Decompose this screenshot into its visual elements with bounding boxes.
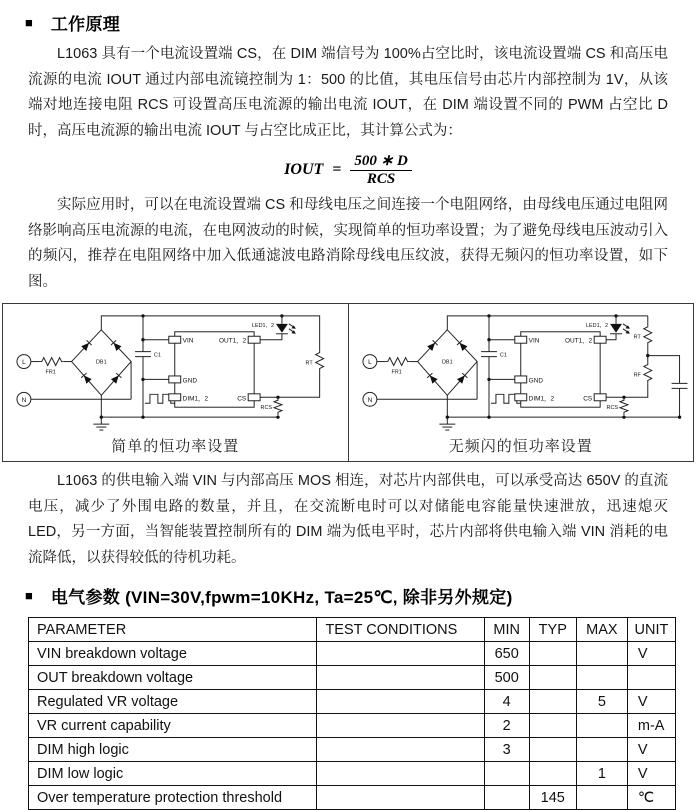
cell-typ xyxy=(529,714,576,738)
col-header-unit: UNIT xyxy=(627,618,675,642)
heading-text: 工作原理 xyxy=(50,15,121,34)
label-out: OUT1，2 xyxy=(219,337,247,345)
cell-test-conditions xyxy=(317,762,484,786)
cell-max: 1 xyxy=(576,762,627,786)
label-dim: DIM1，2 xyxy=(182,395,209,403)
col-header-max: MAX xyxy=(576,618,627,642)
label-fr1: FR1 xyxy=(391,369,402,376)
table-header-row xyxy=(29,618,676,642)
iout-formula xyxy=(0,151,696,188)
label-gnd: GND xyxy=(528,377,543,385)
cell-parameter: DIM high logic xyxy=(29,738,317,762)
diagram-caption-right: 无频闪的恒功率设置 xyxy=(448,438,593,455)
cell-min: 3 xyxy=(484,738,529,762)
electrical-parameters-table xyxy=(28,617,676,810)
col-header-parameter: PARAMETER xyxy=(29,618,317,642)
formula-denominator: RCS xyxy=(350,170,411,188)
label-rcs: RCS xyxy=(260,405,273,412)
label-out: OUT1，2 xyxy=(564,337,592,345)
circuit-diagrams xyxy=(2,303,694,462)
formula-fraction xyxy=(350,151,411,188)
cell-unit: V xyxy=(627,642,675,666)
cell-min: 650 xyxy=(484,642,529,666)
diagram-flicker-free-constant-power xyxy=(349,303,695,462)
cell-typ xyxy=(529,738,576,762)
label-fr1: FR1 xyxy=(45,369,56,376)
cell-parameter: VR current capability xyxy=(29,714,317,738)
cell-test-conditions xyxy=(317,690,484,714)
circuit-svg-right xyxy=(349,304,694,435)
paragraph-resistor-network: 实际应用时，可以在电流设置端 CS 和母线电压之间连接一个电阻网络，由母线电压通过电阻网络影响高压电流源的电流，在电网波动的时候，实现简单的恒功率设置；为了避免母线电压波动引入的频闪，推荐在电阻网络中加入低通滤波电路消除母线电压纹波，获得无频闪的恒功率设置，如下图。 xyxy=(28,197,668,290)
label-led: LED1，2 xyxy=(251,322,274,329)
label-rt: RT xyxy=(633,334,641,341)
heading-text: 电气参数 (VIN=30V,fpwm=10KHz, Ta=25℃, 除非另外规定) xyxy=(50,588,513,607)
square-bullet-icon: ■ xyxy=(25,15,33,30)
label-vin: VIN xyxy=(528,337,539,345)
cell-parameter: Regulated VR voltage xyxy=(29,690,317,714)
cell-max xyxy=(576,786,627,810)
formula-numerator: 500 ∗ D xyxy=(354,153,408,169)
label-dim: DIM1，2 xyxy=(528,395,554,403)
cell-parameter: OUT breakdown voltage xyxy=(29,666,317,690)
diagram-caption-left: 简单的恒功率设置 xyxy=(111,438,240,455)
cell-max xyxy=(576,642,627,666)
label-rcs: RCS xyxy=(606,405,618,412)
cell-unit: V xyxy=(627,738,675,762)
label-cs: CS xyxy=(237,395,247,403)
cell-min xyxy=(484,762,529,786)
label-db1: DB1 xyxy=(96,359,107,366)
table-row xyxy=(29,714,676,738)
circuit-svg-left xyxy=(3,304,348,435)
cell-min: 2 xyxy=(484,714,529,738)
formula-lhs: IOUT xyxy=(284,160,324,178)
table-row xyxy=(29,666,676,690)
cell-typ: 145 xyxy=(529,786,576,810)
cell-typ xyxy=(529,642,576,666)
label-cs: CS xyxy=(582,395,592,403)
label-db1: DB1 xyxy=(441,359,453,366)
cell-test-conditions xyxy=(317,738,484,762)
cell-parameter: DIM low logic xyxy=(29,762,317,786)
cell-min: 4 xyxy=(484,690,529,714)
cell-test-conditions xyxy=(317,786,484,810)
col-header-test-conditions: TEST CONDITIONS xyxy=(317,618,484,642)
table-row xyxy=(29,738,676,762)
table-row xyxy=(29,642,676,666)
cell-parameter: Over temperature protection threshold xyxy=(29,786,317,810)
paragraph-vin-description: L1063 的供电输入端 VIN 与内部高压 MOS 相连，对芯片内部供电，可以承受高达 650V 的直流电压，减少了外围电路的数量，并且，在交流断电时可以对储能电容能量快速泄放，迅速熄灭 LED，另一方面，当智能装置控制所有的 DIM 端为低电平时，芯片内部将供电输入端 VIN 消耗的电流降低，以获得较低的待机功耗。 xyxy=(28,473,668,566)
cell-unit: m-A xyxy=(627,714,675,738)
section-heading-electrical-parameters xyxy=(0,571,696,608)
cell-max xyxy=(576,738,627,762)
label-rt: RT xyxy=(305,360,313,367)
label-c1: C1 xyxy=(153,352,161,359)
label-n: N xyxy=(21,396,27,404)
cell-max xyxy=(576,714,627,738)
cell-test-conditions xyxy=(317,642,484,666)
cell-parameter: VIN breakdown voltage xyxy=(29,642,317,666)
cell-unit xyxy=(627,666,675,690)
diagram-simple-constant-power xyxy=(2,303,349,462)
cell-typ xyxy=(529,666,576,690)
cell-min: 500 xyxy=(484,666,529,690)
section-heading-working-principle xyxy=(0,0,696,35)
cell-unit: V xyxy=(627,762,675,786)
col-header-typ: TYP xyxy=(529,618,576,642)
cell-test-conditions xyxy=(317,714,484,738)
label-l: L xyxy=(367,359,372,367)
cell-min xyxy=(484,786,529,810)
label-l: L xyxy=(22,359,26,367)
cell-unit: V xyxy=(627,690,675,714)
label-vin: VIN xyxy=(182,337,194,345)
label-led: LED1，2 xyxy=(585,322,608,329)
table-row xyxy=(29,786,676,810)
label-rf: RF xyxy=(633,372,641,379)
label-c1: C1 xyxy=(499,352,507,359)
cell-typ xyxy=(529,762,576,786)
cell-unit: ℃ xyxy=(627,786,675,810)
cell-test-conditions xyxy=(317,666,484,690)
col-header-min: MIN xyxy=(484,618,529,642)
formula-equals: = xyxy=(332,160,342,178)
table-row xyxy=(29,690,676,714)
paragraph-cs-description: L1063 具有一个电流设置端 CS，在 DIM 端信号为 100%占空比时，该电流设置端 CS 和高压电流源的电流 IOUT 通过内部电流镜控制为 1：500 的比值，其电压信号由芯片内部控制为 1V，从该端对地连接电阻 RCS 可设置高压电流源的输出电流 IOUT，在 DIM 端设置不同的 PWM 占空比 D 时，高压电流源的输出电流 IOUT 与占空比成正比，其计算公式为： xyxy=(28,46,668,139)
label-n: N xyxy=(367,396,372,404)
table-row xyxy=(29,762,676,786)
cell-typ xyxy=(529,690,576,714)
square-bullet-icon: ■ xyxy=(25,588,33,603)
cell-max: 5 xyxy=(576,690,627,714)
label-gnd: GND xyxy=(182,377,198,385)
cell-max xyxy=(576,666,627,690)
